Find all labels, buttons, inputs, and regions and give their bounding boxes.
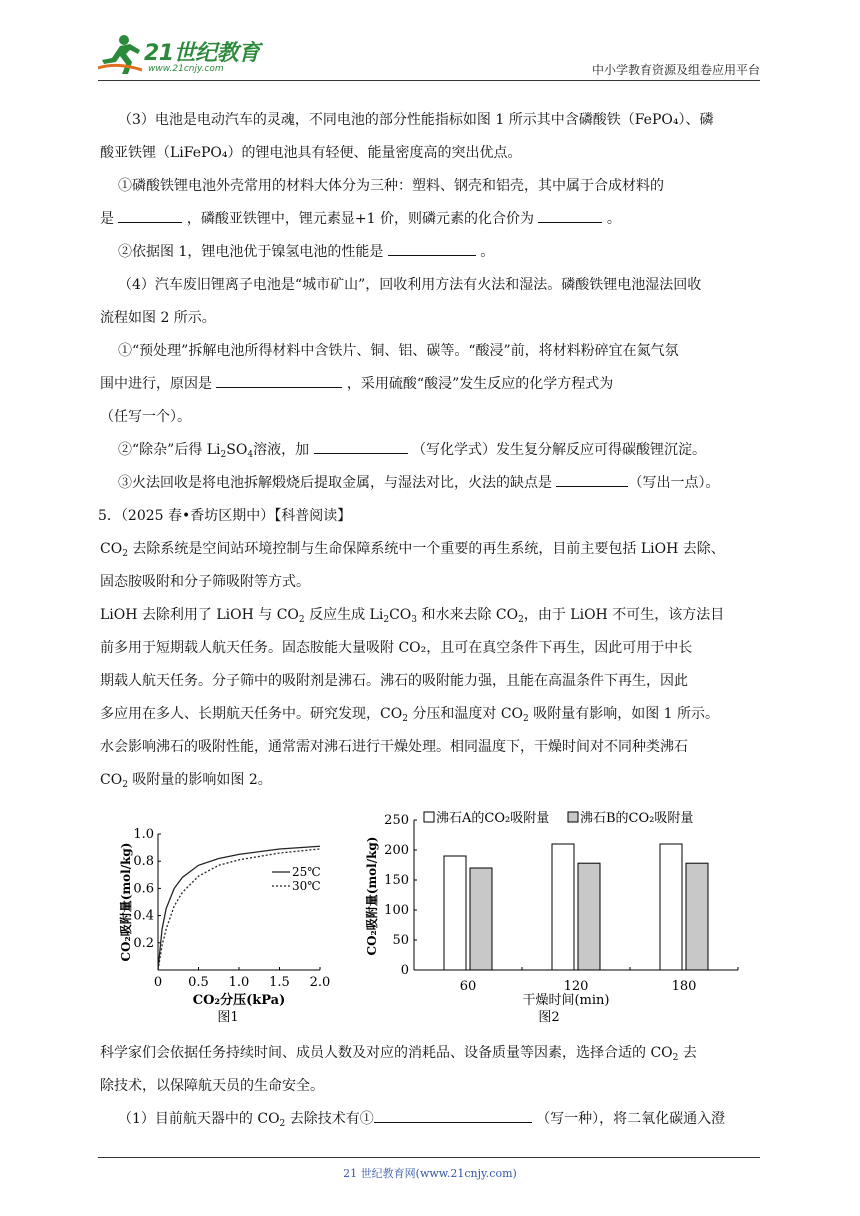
text-line: 是 ，磷酸亚铁锂中，锂元素显+1 价，则磷元素的化合价为 。: [100, 203, 768, 236]
answer-blank[interactable]: [388, 241, 476, 256]
question-body: [98, 104, 768, 797]
bar: [444, 856, 466, 970]
text-line: ③火法回收是将电池拆解煅烧后提取金属，与湿法对比，火法的缺点是 （写出一点）。: [118, 467, 768, 500]
y-tick-label: 0.4: [133, 908, 154, 924]
platform-name: 中小学教育资源及组卷应用平台: [591, 63, 760, 77]
text-line: （3）电池是电动汽车的灵魂，不同电池的部分性能指标如图 1 所示其中含磷酸铁（FePO₄）、磷: [118, 112, 714, 128]
text-line: 除技术，以保障航天员的生命安全。: [100, 1078, 324, 1094]
text-line: 多应用在多人、长期航天任务中。研究发现，$CO_2$ 分压和温度对 $CO_2$ 吸附量有影响，如图 1 所示。: [100, 706, 720, 724]
text-line: 前多用于短期载人航天任务。固态胺能大量吸附 CO₂，且可在真空条件下再生，因此可用于中长: [100, 640, 693, 656]
y-tick-label: 200: [384, 843, 409, 858]
answer-blank[interactable]: [314, 439, 408, 454]
x-axis-label: CO₂分压(kPa): [192, 993, 286, 1008]
x-tick-label: 0: [153, 975, 163, 990]
figure-caption: 图2: [538, 1010, 560, 1025]
text-line: ①磷酸铁锂电池外壳常用的材料大体分为三种：塑料、钢壳和铝壳，其中属于合成材料的: [118, 178, 664, 194]
x-tick-label: 2.0: [309, 975, 331, 990]
text-line: LiOH 去除利用了 LiOH 与 $CO_2$ 反应生成 $Li_2CO_3$ 和水来去除 $CO_2$，由于 LiOH 不可生，该方法目: [100, 607, 725, 625]
bar: [578, 863, 600, 970]
answer-blank[interactable]: [216, 373, 342, 388]
y-tick-label: 100: [384, 903, 409, 918]
runner-logo-icon: [98, 32, 142, 76]
legend-label: 25℃: [292, 865, 321, 879]
y-tick-label: 50: [392, 933, 409, 948]
text-line: ②依据图 1，锂电池优于镍氢电池的性能是 。: [118, 236, 768, 269]
x-tick-label: 60: [459, 979, 477, 994]
bar: [470, 868, 492, 970]
y-tick-label: 150: [384, 873, 409, 888]
answer-blank[interactable]: [538, 208, 602, 223]
legend-swatch: [424, 812, 434, 822]
y-tick-label: 0.6: [133, 881, 154, 897]
x-tick-label: 120: [563, 979, 589, 994]
text-line: 水会影响沸石的吸附性能，通常需对沸石进行干燥处理。相同温度下，干燥时间对不同种类沸石: [100, 739, 688, 755]
logo-text: 21世纪教育: [144, 41, 260, 66]
x-tick-label: 1.0: [228, 975, 250, 990]
legend-label: 30℃: [292, 879, 321, 893]
text-line: 酸亚铁锂（LiFePO₄）的锂电池具有轻便、能量密度高的突出优点。: [100, 145, 522, 161]
text-line: $CO_2$ 吸附量的影响如图 2。: [100, 772, 272, 790]
answer-blank[interactable]: [118, 208, 182, 223]
bar: [660, 844, 682, 970]
y-tick-label: 0.2: [133, 935, 154, 951]
x-axis-label: 干燥时间(min): [522, 993, 610, 1008]
y-tick-label: 0.8: [133, 854, 154, 870]
answer-blank[interactable]: [374, 1108, 532, 1123]
text-line: $CO_2$ 去除系统是空间站环境控制与生命保障系统中一个重要的再生系统，目前主要包括 LiOH 去除、: [100, 541, 725, 559]
figure-caption: 图1: [217, 1010, 239, 1025]
text-line: 流程如图 2 所示。: [100, 310, 216, 326]
text-line: 围中进行，原因是 ，采用硫酸“酸浸”发生反应的化学方程式为: [100, 368, 768, 401]
page-footer: 21 世纪教育网(www.21cnjy.com): [343, 1167, 517, 1180]
y-tick-label: 250: [384, 813, 409, 828]
text-line: 固态胺吸附和分子筛吸附等方式。: [100, 574, 310, 590]
text-line: ②“除杂”后得 $Li_2SO_4$溶液，加 （写化学式）发生复分解反应可得碳酸锂沉淀。: [118, 434, 768, 467]
header-divider: [98, 80, 760, 81]
x-tick-label: 0.5: [188, 975, 209, 990]
x-tick-label: 1.5: [269, 975, 290, 990]
text-line: ①“预处理”拆解电池所得材料中含铁片、铜、铝、碳等。“酸浸”前，将材料粉碎宜在氮气氛: [118, 343, 679, 359]
figures: [118, 806, 758, 1038]
question-number: 5．（2025 春•香坊区期中）【科普阅读】: [98, 508, 352, 524]
text-line: 期载人航天任务。分子筛中的吸附剂是沸石。沸石的吸附能力强，且能在高温条件下再生，因此: [100, 673, 688, 689]
footer-divider: [98, 1157, 760, 1158]
legend-swatch: [568, 812, 578, 822]
text-line: 科学家们会依据任务持续时间、成员人数及对应的消耗品、设备质量等因素，选择合适的 $CO_2$ 去: [100, 1045, 697, 1063]
y-tick-label: 0: [400, 963, 409, 978]
legend-label: 沸石B的CO₂吸附量: [580, 811, 694, 826]
site-logo: [98, 32, 268, 78]
logo-url: www.21cnjy.com: [148, 64, 224, 74]
text-line: （任写一个）。: [100, 409, 191, 425]
y-axis-label: CO₂吸附量(mol/kg): [365, 836, 379, 956]
figure-charts: [118, 806, 758, 1038]
question-body-continued: [100, 1037, 768, 1136]
y-tick-label: 1.0: [133, 827, 154, 842]
bar: [552, 844, 574, 970]
text-line: （4）汽车废旧锂离子电池是“城市矿山”，回收利用方法有火法和湿法。磷酸铁锂电池湿法回收: [118, 277, 702, 293]
legend-label: 沸石A的CO₂吸附量: [436, 811, 550, 826]
page-header: [98, 32, 760, 82]
bar: [686, 863, 708, 970]
x-tick-label: 180: [671, 979, 697, 994]
text-line: （1）目前航天器中的 $CO_2$ 去除技术有① （写一种），将二氧化碳通入澄: [118, 1103, 768, 1136]
answer-blank[interactable]: [556, 472, 628, 487]
y-axis-label: CO₂吸附量(mol/kg): [119, 842, 133, 962]
